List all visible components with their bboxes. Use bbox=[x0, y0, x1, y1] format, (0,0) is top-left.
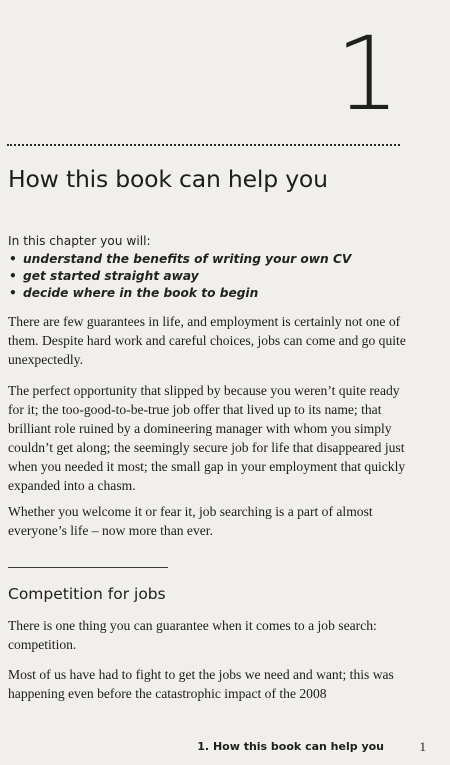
section-heading: Competition for jobs bbox=[8, 585, 166, 603]
chapter-number: 1 bbox=[335, 15, 398, 134]
page-number: 1 bbox=[419, 739, 426, 754]
bullet-icon: • bbox=[9, 252, 17, 266]
objectives-list bbox=[8, 251, 398, 302]
body-paragraph: The perfect opportunity that slipped by because you weren’t quite ready for it; the too-good-to-be-true job offer that lived up to its name; that brilliant role ruined by a domineering manager with whom you simply couldn’t get along; the seemingly secure job for life that disappeared just when you needed it most; the small gap in your employment that quickly expanded into a chasm. bbox=[8, 383, 406, 493]
body-paragraph: Whether you welcome it or fear it, job searching is a part of almost everyone’s life – now more than ever. bbox=[8, 504, 373, 538]
bullet-icon: • bbox=[9, 286, 17, 300]
section-divider bbox=[8, 567, 168, 568]
body-paragraph: There is one thing you can guarantee when it comes to a job search: competition. bbox=[8, 618, 377, 652]
chapter-intro bbox=[8, 233, 398, 302]
bullet-icon: • bbox=[9, 269, 17, 283]
list-item bbox=[8, 285, 398, 302]
objective-text: decide where in the book to begin bbox=[23, 286, 259, 300]
intro-label: In this chapter you will: bbox=[8, 234, 151, 248]
list-item bbox=[8, 268, 398, 285]
dotted-divider bbox=[7, 144, 400, 146]
objective-text: understand the benefits of writing your own CV bbox=[23, 252, 352, 266]
list-item bbox=[8, 251, 398, 268]
running-head: 1. How this book can help you bbox=[197, 740, 384, 753]
body-paragraph: There are few guarantees in life, and employment is certainly not one of them. Despite hard work and careful choices, jobs can come and go quite unexpectedly. bbox=[8, 314, 406, 367]
page-footer bbox=[0, 740, 450, 756]
chapter-title: How this book can help you bbox=[8, 165, 328, 193]
body-paragraph: Most of us have had to fight to get the jobs we need and want; this was happening even before the catastrophic impact of the 2008 bbox=[8, 667, 394, 701]
objective-text: get started straight away bbox=[23, 269, 199, 283]
